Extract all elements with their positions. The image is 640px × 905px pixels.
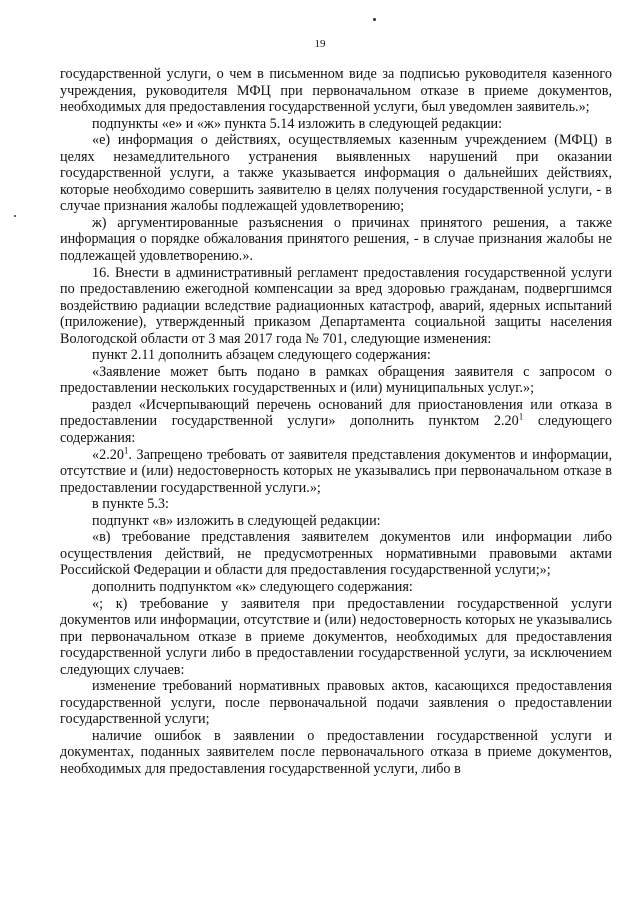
paragraph: «е) информация о действиях, осуществляемых казенным учреждением (МФЦ) в целях незамедлительного устранения выявленных нарушений при оказании государственной услуги, а также указывается информация о дальнейших действиях, которые необходимо совершить заявителю в целях получения государственной услуги, - в случае признания жалобы подлежащей удовлетворению; [60,132,612,215]
paragraph: «2.20$^1$. Запрещено требовать от заявителя представления документов и информации, отсутствие и (или) недостоверность которых не указывались при первоначальном отказе в предоставлении государственной услуги.»; [60,444,612,496]
paragraph: «в) требование представления заявителем документов или информации либо осуществления действий, не предусмотренных нормативными правовыми актами Российской Федерации и области для предоставления государственной услуги;»; [60,529,612,579]
paragraph: в пункте 5.3: [92,496,169,513]
paragraph: подпункты «е» и «ж» пункта 5.14 изложить в следующей редакции: [92,115,503,132]
scan-speck [14,215,16,217]
superscript-one: 1 [518,411,524,422]
paragraph: раздел «Исчерпывающий перечень оснований для приостановления или отказа в предоставлении государственной услуги» дополнить пунктом 2.20$^1$ следующего содержания: [60,396,612,447]
superscript-one: 1 [123,444,129,455]
paragraph: подпункт «в» изложить в следующей редакции: [92,512,381,529]
page-number: 19 [314,38,326,50]
paragraph: наличие ошибок в заявлении о предоставлении государственной услуги и документах, поданных заявителем после первоначального отказа в приеме документов, необходимых для предоставления государственной услуги, либо в [60,727,612,777]
document-body [60,66,612,778]
scan-speck [373,18,376,21]
paragraph: изменение требований нормативных правовых актов, касающихся предоставления государственной услуги, после первоначальной подачи заявления о предоставлении государственной услуги; [60,678,612,728]
paragraph: ж) аргументированные разъяснения о причинах принятого решения, а также информация о порядке обжалования принятого решения, - в случае признания жалобы не подлежащей удовлетворению.». [60,214,612,265]
paragraph: 16. Внести в административный регламент предоставления государственной услуги по предоставлению ежегодной компенсации за вред здоровью гражданам, подвергшимся воздействию радиации вследствие радиационных катастроф, аварий, ядерных испытаний (приложение), утвержденный приказом Департамента социальной защиты населения Вологодской области от 3 мая 2017 года № 701, следующие изменения: [60,264,612,347]
paragraph: дополнить подпунктом «к» следующего содержания: [92,578,413,595]
paragraph: пункт 2.11 дополнить абзацем следующего содержания: [92,347,431,364]
paragraph: государственной услуги, о чем в письменном виде за подписью руководителя казенного учреждения, руководителя МФЦ при первоначальном отказе в приеме документов, необходимых для предоставления государственной услуги, был уведомлен заявитель.»; [60,66,612,116]
paragraph: «; к) требование у заявителя при предоставлении государственной услуги документов или информации, отсутствие и (или) недостоверность которых не указывались при первоначальном отказе в приеме документов, необходимых для предоставления государственной услуги либо в предоставлении государственной услуги, за исключением следующих случаев: [60,595,612,678]
paragraph: «Заявление может быть подано в рамках обращения заявителя с запросом о предоставлении нескольких государственных и (или) муниципальных услуг.»; [60,363,612,397]
